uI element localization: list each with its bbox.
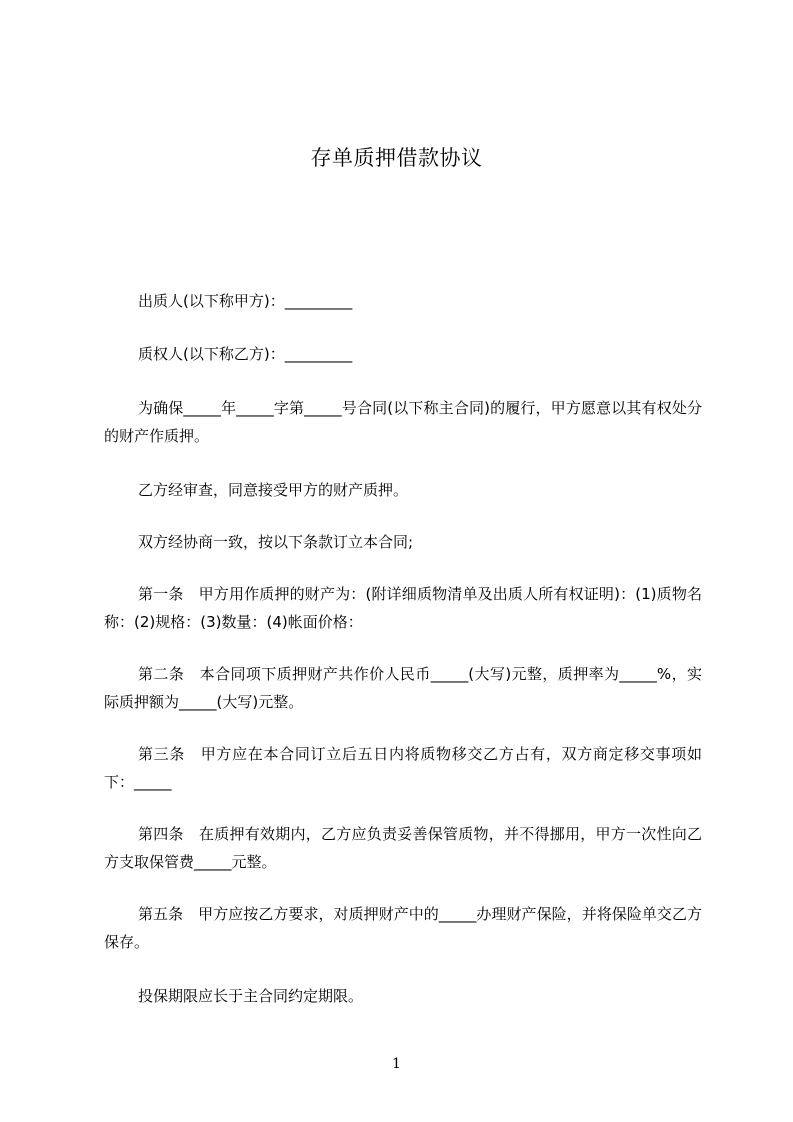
pledgee-line: 质权人(以下称乙方)：_________ <box>138 345 353 363</box>
document-title: 存单质押借款协议 <box>310 146 483 170</box>
article-5: 第五条 甲方应按乙方要求，对质押财产中的_____办理财产保险，并将保险单交乙方保存。 <box>104 905 702 951</box>
article-4: 第四条 在质押有效期内，乙方应负责妥善保管质物，并不得挪用，甲方一次性向乙方支取保管费_____元整。 <box>104 825 702 871</box>
article-1: 第一条 甲方用作质押的财产为：(附详细质物清单及出质人所有权证明)：(1)质物名称：(2)规格：(3)数量：(4)帐面价格： <box>104 585 702 631</box>
insurance-term-paragraph: 投保期限应长于主合同约定期限。 <box>138 987 364 1005</box>
purpose-paragraph: 为确保_____年_____字第_____号合同(以下称主合同)的履行，甲方愿意以其有权处分的财产作质押。 <box>104 399 702 445</box>
article-3: 第三条 甲方应在本合同订立后五日内将质物移交乙方占有，双方商定移交事项如下：_____ <box>104 745 702 791</box>
review-paragraph: 乙方经审查，同意接受甲方的财产质押。 <box>138 481 409 499</box>
page-number: 1 <box>392 1056 401 1072</box>
agreement-paragraph: 双方经协商一致，按以下条款订立本合同; <box>138 533 414 551</box>
pledgor-line: 出质人(以下称甲方)：_________ <box>138 292 353 310</box>
article-2: 第二条 本合同项下质押财产共作价人民币_____(大写)元整，质押率为_____%，实际质押额为_____(大写)元整。 <box>104 665 702 711</box>
